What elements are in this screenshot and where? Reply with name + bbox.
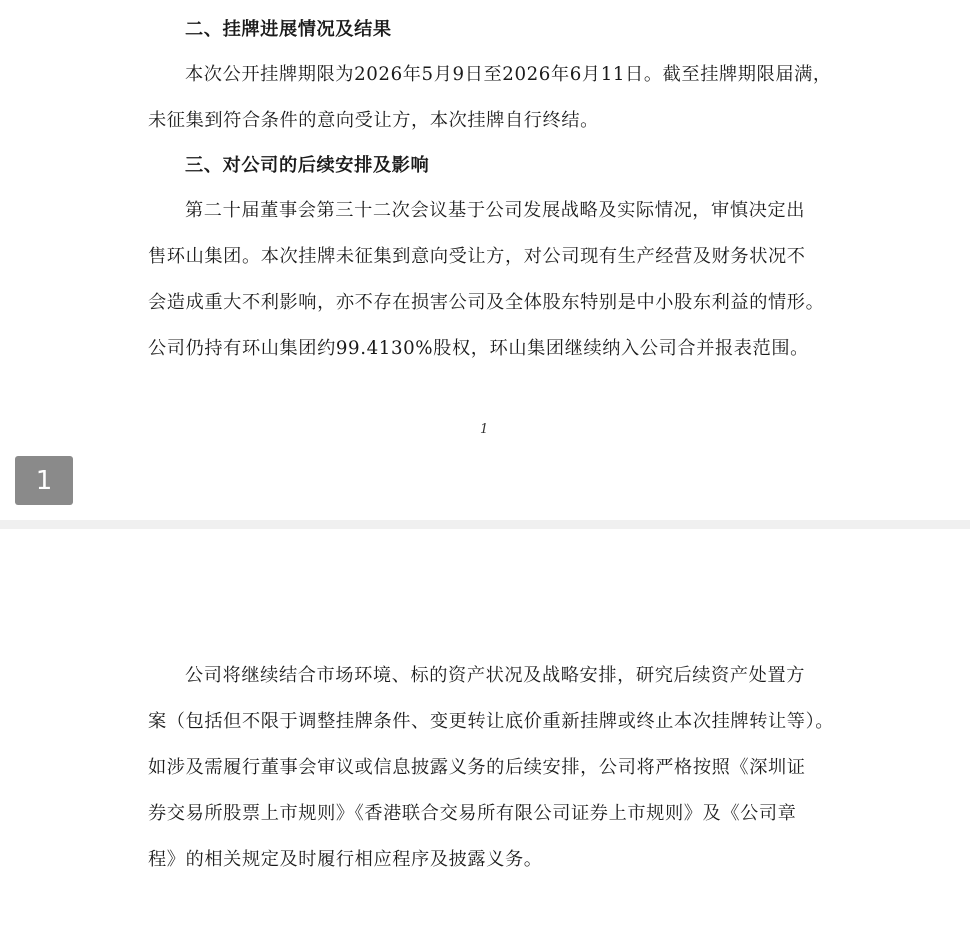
paragraph-line: 第二十届董事会第三十二次会议基于公司发展战略及实际情况，审慎决定出 [185, 200, 805, 221]
paragraph-line: 未征集到符合条件的意向受让方，本次挂牌自行终结。 [148, 110, 599, 131]
paragraph-line: 案（包括但不限于调整挂牌条件、变更转让底价重新挂牌或终止本次挂牌转让等）。 [148, 711, 835, 732]
paragraph-line: 本次公开挂牌期限为2026年5月9日至2026年6月11日。截至挂牌期限届满， [185, 64, 832, 85]
paragraph-line: 公司将继续结合市场环境、标的资产状况及战略安排，研究后续资产处置方 [185, 665, 805, 686]
page-separator [0, 520, 970, 529]
paragraph-line: 售环山集团。本次挂牌未征集到意向受让方，对公司现有生产经营及财务状况不 [148, 246, 806, 267]
page-indicator-badge[interactable]: 1 [15, 456, 73, 505]
page-number: 1 [480, 422, 489, 437]
document-page-2 [0, 529, 970, 929]
page-2-content [148, 653, 838, 883]
section-heading-2: 二、挂牌进展情况及结果 [185, 19, 392, 40]
paragraph-line: 券交易所股票上市规则》《香港联合交易所有限公司证券上市规则》及《公司章 [148, 803, 797, 824]
page-1-content [148, 8, 838, 372]
section-heading-3: 三、对公司的后续安排及影响 [185, 155, 430, 176]
paragraph-line: 公司仍持有环山集团约99.4130%股权，环山集团继续纳入公司合并报表范围。 [148, 338, 809, 359]
paragraph-line: 程》的相关规定及时履行相应程序及披露义务。 [148, 849, 543, 870]
paragraph-line: 如涉及需履行董事会审议或信息披露义务的后续安排，公司将严格按照《深圳证 [148, 757, 806, 778]
paragraph-line: 会造成重大不利影响，亦不存在损害公司及全体股东特别是中小股东利益的情形。 [148, 292, 825, 313]
